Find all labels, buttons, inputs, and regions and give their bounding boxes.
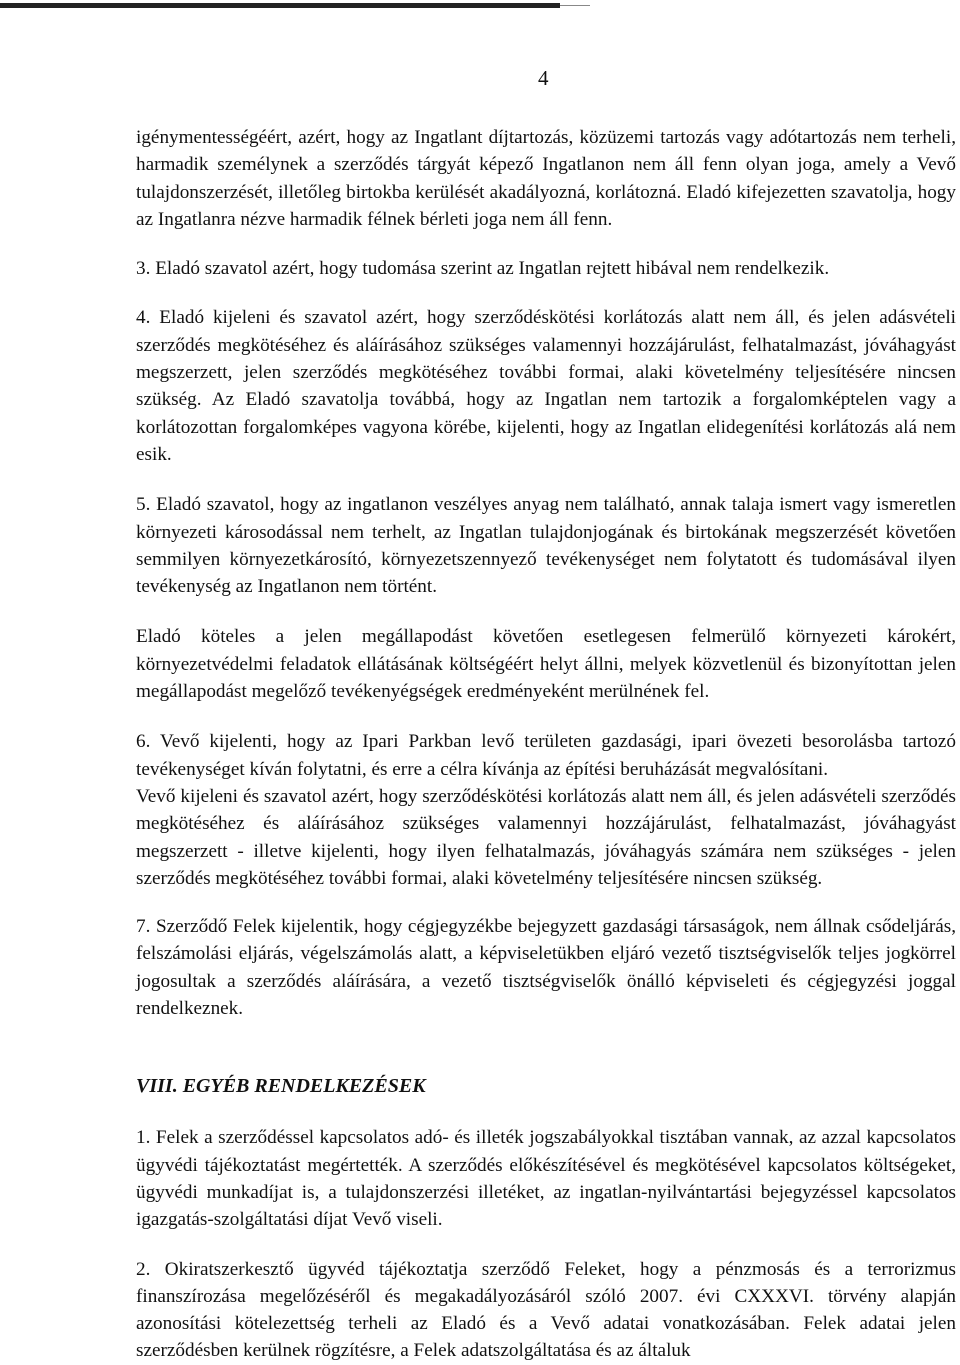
paragraph-other-1-costs: 1. Felek a szerződéssel kapcsolatos adó- és illeték jogszabályokkal tisztában vannak, az azzal kapcsolatos ügyvédi tájékoztatást megértették. A szerződés előkészítésével és megkötésével kapcsolatos költségeket, ügyvédi munkadíjat is, a tulajdonszerzési illetéket, az ingatlan-nyilvántartási bejegyzéssel kapcsolatos igazgatás-szolgáltatási díjat Vevő viseli.: [136, 1127, 956, 1231]
top-scan-rule: [0, 3, 560, 8]
top-scan-rule-tail: [560, 5, 590, 6]
paragraph-4-seller-capacity: 4. Eladó kijeleni és szavatol azért, hogy szerződéskötési korlátozás alatt nem áll, és jelen adásvételi szerződés megkötéséhez és aláírásához szükséges valamennyi hozzájárulást, felhatalmazást, jóváhagyást megszerzett, jelen szerződés megkötéséhez további formai, alaki követelmény teljesítésére nincsen szükség. Az Eladó szavatolja továbbá, hogy az Ingatlan nem tartozik a forgalomképtelen vagy a korlátozottan forgalomképes vagyona körébe, kijelenti, hogy az Ingatlan elidegenítési korlátozás alá nem esik.: [136, 307, 956, 465]
page-number: 4: [538, 66, 549, 90]
paragraph-buyer-capacity: Vevő kijeleni és szavatol azért, hogy szerződéskötési korlátozás alatt nem áll, és jelen adásvételi szerződés megkötéséhez és aláírásához szükséges valamennyi hozzájárulást, felhatalmazást, jóváhagyást megszerzett - illetve kijelenti, hogy ilyen felhatalmazás, jóváhagyás számára nem szükséges - jelen szerződés megkötéséhez további formai, alaki követelmény teljesítésére nincsen szükség.: [136, 785, 956, 889]
paragraph-other-2-aml: 2. Okiratszerkesztő ügyvéd tájékoztatja szerződő Feleket, hogy a pénzmosás és a terrorizmus finanszírozása megelőzéséről és megakadályozásáról szóló 2007. évi CXXXVI. törvény alapján azonosítási kötelezettség terheli az Eladó és a Vevő adatai vonatkozásában. Felek adatai jelen szerződésben kerülnek rögzítésre, a Felek adatszolgáltatása és az általuk: [136, 1258, 956, 1362]
paragraph-5-environmental: 5. Eladó szavatol, hogy az ingatlanon veszélyes anyag nem található, annak talaja ismert vagy ismeretlen környezeti károsodással nem terhelt, az Ingatlan tulajdonjogának és birtokának megszerzését követően semmilyen környezetkárosító, környezetszennyező tevékenységet nem folytatott és tudomásával ilyen tevékenység az Ingatlanon nem történt.: [136, 494, 956, 598]
paragraph-6-buyer-intent: 6. Vevő kijelenti, hogy az Ipari Parkban levő területen gazdasági, ipari övezeti besorolásba tartozó tevékenységet kíván folytatni, és erre a célra kívánja az építési beruházását megvalósítani.: [136, 731, 956, 780]
section-heading: VIII. EGYÉB RENDELKEZÉSEK: [136, 1075, 426, 1098]
document-body: [136, 124, 956, 1365]
paragraph-3-hidden-defects: 3. Eladó szavatol azért, hogy tudomása szerint az Ingatlan rejtett hibával nem rendelkezik.: [136, 258, 830, 280]
paragraph-7-parties-status: 7. Szerződő Felek kijelentik, hogy cégjegyzékbe bejegyzett gazdasági társaságok, nem állnak csődeljárás, felszámolási eljárás, végelszámolás alatt, a képviseletükben eljáró vezető tisztségviselők teljes jogkörrel jogosultak a szerződés aláírására, a vezető tisztségviselők önálló képviseleti és cégjegyzési joggal rendelkeznek.: [136, 916, 956, 1020]
paragraph-warranty-encumbrances: igénymentességéért, azért, hogy az Ingatlant díjtartozás, közüzemi tartozás vagy adótartozás nem terheli, harmadik személynek a szerződés tárgyát képező Ingatlanon nem áll fenn olyan joga, amely a Vevő tulajdonszerzését, illetőleg birtokba kerülését akadályozná, korlátozná. Eladó kifejezetten szavatolja, hogy az Ingatlanra nézve harmadik félnek bérleti joga nem áll fenn.: [136, 127, 956, 230]
paragraph-environmental-liability: Eladó köteles a jelen megállapodást követően esetlegesen felmerülő környezeti károkért, környezetvédelmi feladatok ellátásának költségéért helyt állni, melyek közvetlenül és bizonyítottan jelen megállapodást megelőző tevékenyégségek eredményeként merülnének fel.: [136, 626, 956, 703]
